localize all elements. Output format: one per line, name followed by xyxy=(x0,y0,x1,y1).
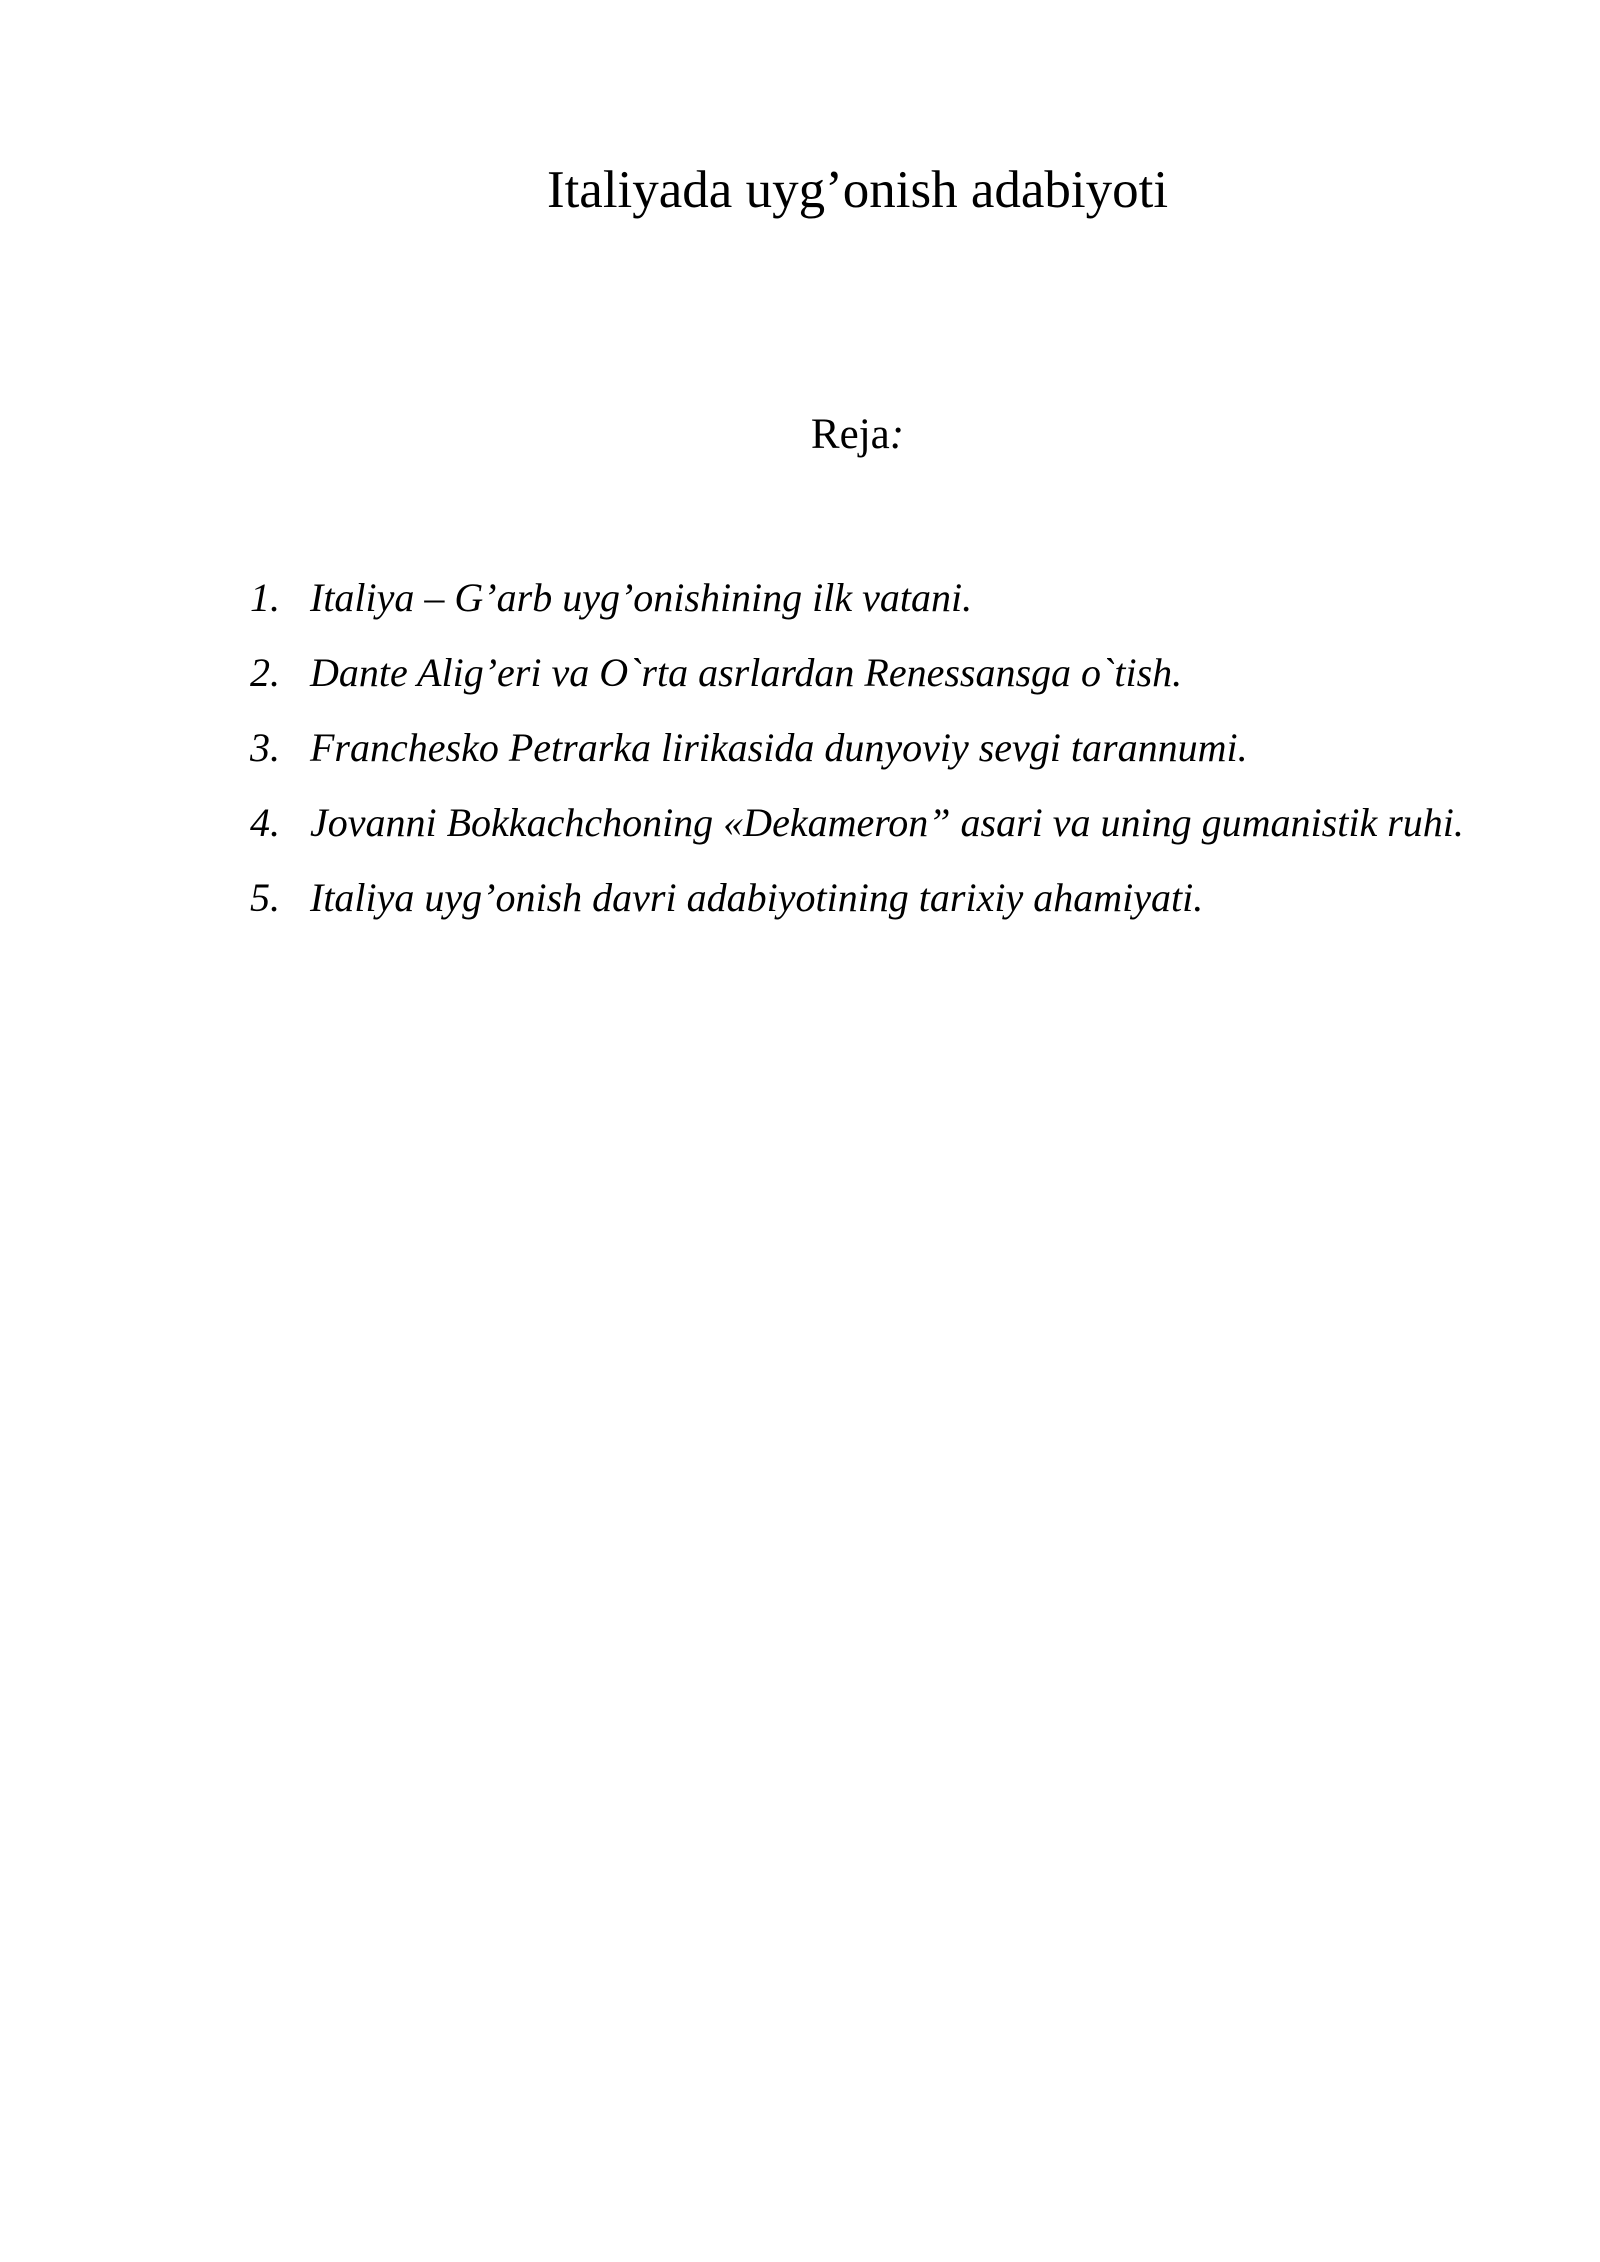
plan-heading-label: Reja xyxy=(810,411,890,458)
plan-item-number: 1. xyxy=(250,575,280,620)
plan-item xyxy=(250,635,1488,710)
plan-item-number: 3. xyxy=(250,725,280,770)
plan-item xyxy=(250,785,1488,860)
plan-item-number: 2. xyxy=(250,650,280,695)
plan-item xyxy=(250,710,1488,785)
plan-item xyxy=(250,560,1488,635)
plan-item xyxy=(250,860,1488,935)
plan-item-number: 5. xyxy=(250,875,280,920)
plan-item-number: 4. xyxy=(250,800,280,845)
plan-item-text: Italiya – G’arb uyg’onishining ilk vatani. xyxy=(310,575,973,620)
plan-item-text: Franchesko Petrarka lirikasida dunyoviy sevgi tarannumi. xyxy=(310,725,1248,770)
plan-list xyxy=(250,560,1488,935)
plan-item-text: Italiya uyg’onish davri adabiyotining tarixiy ahamiyati. xyxy=(310,875,1204,920)
plan-heading-colon: : xyxy=(889,411,905,458)
plan-heading xyxy=(0,405,1600,465)
plan-item-text: Dante Alig’eri va O`rta asrlardan Renessansga o`tish. xyxy=(310,650,1183,695)
document-title: Italiyada uyg’onish adabiyoti xyxy=(546,161,1169,219)
plan-item-text: Jovanni Bokkachchoning «Dekameron” asari va uning gumanistik ruhi. xyxy=(310,800,1464,845)
